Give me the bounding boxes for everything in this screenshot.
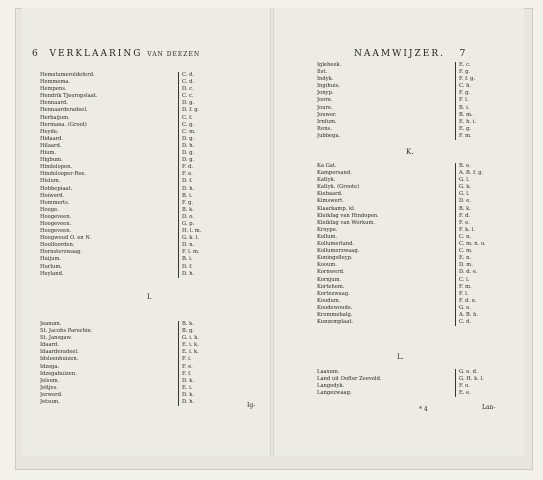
catchword: Ig- <box>247 402 256 409</box>
place-name: St. Jansgaw. <box>40 335 72 342</box>
grid-code: D. h. <box>178 399 230 406</box>
index-entry <box>317 248 507 255</box>
place-name: Kortehem. <box>317 283 345 290</box>
grid-code: F. e. <box>455 220 507 227</box>
page-title: VERKLAARING <box>49 49 143 59</box>
page-number: 6 <box>32 49 40 59</box>
grid-code: C. h. <box>455 83 507 90</box>
grid-code: C. d. <box>455 319 507 326</box>
place-name: Idaard. <box>40 342 60 349</box>
place-name: Klaarkamp. kl. <box>317 205 356 212</box>
grid-code: E. i. k. <box>178 349 230 356</box>
index-entry <box>40 107 230 114</box>
index-entry <box>317 312 507 319</box>
index-column-i <box>40 321 230 406</box>
page-number: 7 <box>459 49 468 59</box>
place-name: Hislum. <box>40 178 61 185</box>
index-entry <box>40 93 230 100</box>
index-entry <box>40 143 230 150</box>
grid-code: C. n. <box>455 234 507 241</box>
place-name: Irnfum. <box>317 118 337 125</box>
index-entry <box>40 157 230 164</box>
place-name: Ingihuis. <box>317 83 341 90</box>
grid-code: G. e. d. <box>455 369 507 376</box>
place-name: Hoolfoorden. <box>40 242 75 249</box>
place-name: Jetsum. <box>40 399 60 406</box>
place-name: Hidaard. <box>40 135 64 142</box>
grid-code: A. B. h. <box>455 312 507 319</box>
place-name: Ka Gat. <box>317 163 337 169</box>
grid-code: F. g. <box>178 200 230 207</box>
place-name: Joure. <box>317 104 333 111</box>
index-entry <box>40 235 230 242</box>
place-name: Jouwer. <box>317 111 337 118</box>
index-entry <box>317 126 507 133</box>
grid-code: D. g. <box>178 157 230 164</box>
grid-code: D. o. <box>178 214 230 221</box>
grid-code: F. d. <box>178 164 230 171</box>
index-entry <box>317 83 507 90</box>
index-entry <box>317 76 507 83</box>
right-page-header <box>354 49 467 59</box>
grid-code: D. n. <box>178 242 230 249</box>
grid-code: B. i. <box>178 256 230 263</box>
index-entry <box>40 186 230 193</box>
place-name: Hoiwerd. <box>40 192 65 199</box>
place-name: Kortezwaag. <box>317 290 350 297</box>
place-name: Hemmema. <box>40 79 71 86</box>
place-name: Ilst. <box>317 69 328 76</box>
grid-code: F. d. e. <box>455 298 507 305</box>
place-name: Land uit Oofter Zeeveld. <box>317 376 382 383</box>
place-name: Hoogeveen. <box>40 228 72 235</box>
index-entry <box>40 349 230 356</box>
place-name: Kiebaard. <box>317 191 343 198</box>
place-name: Koningsfleyp. <box>317 255 353 262</box>
place-name: Jeanum. <box>40 321 62 327</box>
index-entry <box>40 129 230 136</box>
index-entry <box>40 200 230 207</box>
place-name: Jerwerd. <box>40 391 63 398</box>
grid-code: C. g. <box>178 122 230 129</box>
place-name: Krommebalg. <box>317 311 353 318</box>
index-entry <box>317 133 507 140</box>
place-name: Hindelooper-Ree. <box>40 171 87 178</box>
grid-code: B. e. <box>455 163 507 170</box>
index-entry <box>40 86 230 93</box>
index-entry <box>317 170 507 177</box>
grid-code: C. m. n. o. <box>455 241 507 248</box>
place-name: Hooge. <box>40 206 59 213</box>
index-entry <box>40 364 230 371</box>
index-entry <box>40 335 230 342</box>
place-name: Koudewoude. <box>317 304 353 311</box>
index-entry <box>40 178 230 185</box>
index-entry <box>317 284 507 291</box>
index-entry <box>40 256 230 263</box>
index-entry <box>317 177 507 184</box>
grid-code: D. f. g. <box>178 107 230 114</box>
place-name: Hennaarderadeel. <box>40 107 88 114</box>
left-page <box>22 8 270 456</box>
grid-code: G. l. <box>455 177 507 184</box>
index-entry <box>40 115 230 122</box>
grid-code: G. k. l. <box>178 235 230 242</box>
place-name: Hindelopen. <box>40 164 73 171</box>
place-name: Kimswert. <box>317 198 344 205</box>
place-name: Hium. <box>40 150 57 157</box>
place-name: Kollumerzwaag. <box>317 248 360 255</box>
index-entry <box>40 385 230 392</box>
place-name: Jubbega. <box>317 132 341 139</box>
grid-code: D. g. <box>178 100 230 107</box>
place-name: Kleikfag van Workum. <box>317 219 376 226</box>
place-name: Kooum. <box>317 262 337 269</box>
place-name: Hornsterzwaag. <box>40 249 83 256</box>
place-name: Idsleenhuizen. <box>40 356 79 363</box>
place-name: Idzega. <box>40 363 60 370</box>
grid-code: C. m. <box>178 129 230 136</box>
grid-code: C. m. <box>455 248 507 255</box>
grid-code: E. c. <box>455 62 507 69</box>
index-entry <box>40 164 230 171</box>
grid-code: D. m. <box>455 262 507 269</box>
place-name: Hennaard. <box>40 100 68 107</box>
place-name: Kunzemplaat. <box>317 319 354 326</box>
grid-code: D. c. <box>178 86 230 93</box>
grid-code: D. g. <box>178 136 230 143</box>
grid-code: B. k. <box>178 207 230 214</box>
grid-code: D. h. <box>178 143 230 150</box>
index-entry <box>317 191 507 198</box>
index-entry <box>317 298 507 305</box>
grid-code: F. o. <box>455 383 507 390</box>
index-entry <box>40 100 230 107</box>
place-name: Heyde. <box>40 128 59 135</box>
grid-code: C. f. <box>178 115 230 122</box>
grid-code: B. g. <box>178 328 230 335</box>
place-name: Jelsum. <box>40 377 60 384</box>
grid-code: E. n. <box>455 255 507 262</box>
grid-code: B. m. <box>455 112 507 119</box>
grid-code: A. B. f. g. <box>455 170 507 177</box>
index-entry <box>40 171 230 178</box>
index-entry <box>40 321 230 328</box>
index-entry <box>317 213 507 220</box>
index-entry <box>40 264 230 271</box>
index-entry <box>317 291 507 298</box>
place-name: Kroype. <box>317 226 338 233</box>
grid-code: B. k. <box>455 206 507 213</box>
place-name: Iglebeek. <box>317 62 342 68</box>
grid-code: D. f. <box>178 178 230 185</box>
grid-code: C. c. <box>178 93 230 100</box>
grid-code: D. d. e. <box>455 269 507 276</box>
grid-code: G. H. k. l. <box>455 376 507 383</box>
grid-code: F. e. <box>178 364 230 371</box>
index-entry <box>317 206 507 213</box>
grid-code: E. g. <box>455 126 507 133</box>
index-entry <box>40 271 230 278</box>
index-entry <box>40 249 230 256</box>
grid-code: F. k. l. <box>455 227 507 234</box>
index-entry <box>40 193 230 200</box>
grid-code: F. m. <box>455 284 507 291</box>
grid-code: F. f. g. <box>455 76 507 83</box>
index-entry <box>317 376 507 383</box>
place-name: Hemelumeroldeferd. <box>40 72 95 78</box>
grid-code: C. l. <box>455 277 507 284</box>
index-entry <box>317 184 507 191</box>
index-column-i-cont <box>317 62 507 140</box>
index-entry <box>317 241 507 248</box>
place-name: Hendrik Tjeeropslaat. <box>40 93 98 100</box>
place-name: Kollumerland. <box>317 241 355 248</box>
index-entry <box>40 356 230 363</box>
grid-code: F. l. m. <box>178 249 230 256</box>
index-entry <box>40 342 230 349</box>
index-entry <box>317 69 507 76</box>
place-name: Katlyk. <box>317 177 336 184</box>
place-name: Hommerts. <box>40 199 70 206</box>
index-entry <box>317 277 507 284</box>
signature-mark: * 4 <box>419 406 428 413</box>
place-name: Idzegahuizen. <box>40 370 77 377</box>
grid-code: D. g. <box>178 150 230 157</box>
grid-code: G. l. <box>455 191 507 198</box>
index-entry <box>317 369 507 376</box>
index-entry <box>317 262 507 269</box>
place-name: Kornwerd. <box>317 269 345 276</box>
grid-code: F. g. <box>455 69 507 76</box>
index-entry <box>40 79 230 86</box>
index-entry <box>317 269 507 276</box>
place-name: Hoogeveen. <box>40 220 72 227</box>
index-column-l <box>317 369 507 397</box>
grid-code: F. l. <box>455 291 507 298</box>
index-entry <box>40 207 230 214</box>
grid-code: F. l. <box>455 97 507 104</box>
grid-code: F. i. <box>178 356 230 363</box>
grid-code: G. e. <box>455 305 507 312</box>
place-name: Hoogwoud O. en N. <box>40 235 92 242</box>
index-entry <box>317 97 507 104</box>
place-name: Hermana. (Groot) <box>40 121 87 128</box>
page-title-small: VAN DEEZEN <box>147 51 201 58</box>
index-entry <box>40 150 230 157</box>
index-column-h <box>40 72 230 278</box>
section-heading-k: K. <box>406 148 414 156</box>
index-entry <box>317 62 507 69</box>
index-entry <box>317 90 507 97</box>
index-entry <box>40 399 230 406</box>
index-entry <box>317 319 507 326</box>
page-title: NAAMWIJZER. <box>354 49 445 59</box>
index-entry <box>40 328 230 335</box>
place-name: Hurlum. <box>40 263 62 270</box>
place-name: Huijum. <box>40 256 62 263</box>
index-entry <box>317 305 507 312</box>
place-name: Joore. <box>317 97 333 104</box>
index-entry <box>317 383 507 390</box>
place-name: Hoogeveen. <box>40 213 72 220</box>
place-name: Langedyk. <box>317 383 345 390</box>
index-entry <box>317 119 507 126</box>
index-entry <box>317 198 507 205</box>
place-name: Higbum. <box>40 157 63 164</box>
grid-code: F. m. <box>455 133 507 140</box>
grid-code: D. h. <box>178 186 230 193</box>
place-name: Jeltjes. <box>40 384 58 391</box>
index-entry <box>40 242 230 249</box>
place-name: Kampersand. <box>317 170 352 177</box>
grid-code: F. f. <box>178 371 230 378</box>
place-name: Hilaard. <box>40 142 62 149</box>
index-entry <box>40 221 230 228</box>
grid-code: C. d. <box>178 72 230 79</box>
index-entry <box>40 122 230 129</box>
grid-code: G. i. k. <box>178 335 230 342</box>
grid-code: B. i. <box>178 193 230 200</box>
place-name: Kollum. <box>317 233 338 240</box>
place-name: Koudum. <box>317 297 341 304</box>
place-name: Hempens. <box>40 86 67 93</box>
grid-code: E. i. k. <box>178 342 230 349</box>
grid-code: F. g. <box>455 90 507 97</box>
section-heading-l: L. <box>397 353 404 361</box>
grid-code: E. i. <box>178 385 230 392</box>
index-entry <box>317 255 507 262</box>
grid-code: D. k. <box>178 378 230 385</box>
grid-code: E. h. i. <box>455 119 507 126</box>
index-entry <box>317 163 507 170</box>
grid-code: H. l. m. <box>178 228 230 235</box>
grid-code: E. e. <box>455 390 507 397</box>
grid-code: D. k. <box>178 392 230 399</box>
grid-code: C. d. <box>178 79 230 86</box>
right-page <box>274 8 524 456</box>
grid-code: B. i. <box>455 105 507 112</box>
grid-code: G. k. <box>455 184 507 191</box>
place-name: Heyland. <box>40 270 64 277</box>
section-heading-i: I. <box>147 293 152 301</box>
index-entry <box>40 136 230 143</box>
grid-code: D. f. <box>178 264 230 271</box>
grid-code: D. h. <box>178 271 230 278</box>
index-entry <box>317 390 507 397</box>
place-name: Langezwaag. <box>317 390 352 397</box>
place-name: Itens. <box>317 125 332 132</box>
index-column-k <box>317 163 507 326</box>
grid-code: F. d. <box>455 213 507 220</box>
place-name: Idaarderadeel. <box>40 349 79 356</box>
index-entry <box>40 72 230 79</box>
place-name: Hobbepiaat. <box>40 185 73 192</box>
index-entry <box>317 234 507 241</box>
grid-code: B. k. <box>178 321 230 328</box>
grid-code: G. p. <box>178 221 230 228</box>
index-entry <box>40 371 230 378</box>
place-name: Indyk. <box>317 76 334 83</box>
index-entry <box>317 220 507 227</box>
catchword: Lan- <box>482 404 496 411</box>
grid-code: D. e. <box>455 198 507 205</box>
place-name: Jonyp. <box>317 90 334 97</box>
place-name: St. Jacobs Parochie. <box>40 328 93 335</box>
index-entry <box>317 112 507 119</box>
place-name: Katlyk. (Groote) <box>317 184 360 191</box>
index-entry <box>317 227 507 234</box>
index-entry <box>40 392 230 399</box>
place-name: Laaxum. <box>317 369 340 375</box>
index-entry <box>40 214 230 221</box>
place-name: Kleikfag van Hindopen. <box>317 212 379 219</box>
index-entry <box>317 105 507 112</box>
place-name: Kornjum. <box>317 276 342 283</box>
index-entry <box>40 378 230 385</box>
index-entry <box>40 228 230 235</box>
grid-code: F. e. <box>178 171 230 178</box>
place-name: Herbaijum. <box>40 114 70 121</box>
left-page-header <box>32 49 200 59</box>
